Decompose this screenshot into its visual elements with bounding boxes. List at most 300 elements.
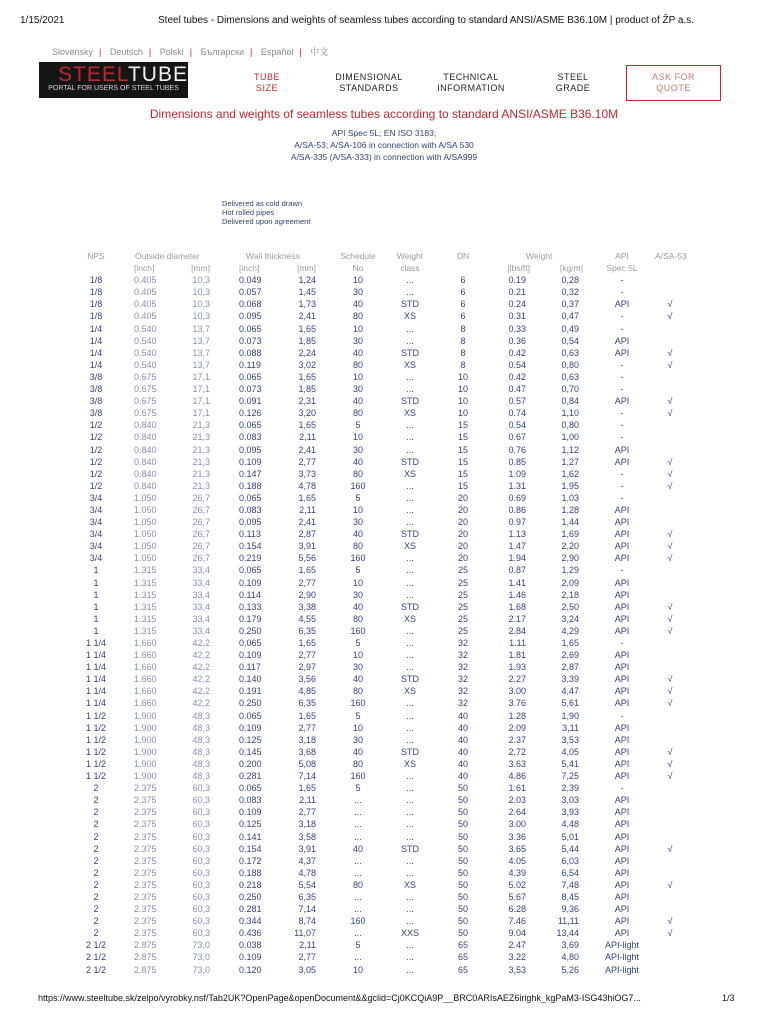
cell-api: API [614,625,630,636]
cell-nps: 2 [93,831,99,842]
cell-nps: 2 [93,879,99,890]
cell-asa53: √ [667,408,673,419]
cell-weight-lbs: 2.84 [508,625,526,636]
cell-schedule: 80 [352,311,363,322]
cell-dn: 20 [457,517,468,528]
cell-dn: 10 [457,371,468,382]
cell-weight-kg: 4,80 [561,952,579,963]
cell-nps: 3/8 [89,408,103,419]
cell-weight-lbs: 1.81 [508,650,526,661]
cell-nps: 1 [93,589,99,600]
lang-separator: | [250,47,253,57]
table-row [0,298,768,310]
table-row [0,516,768,528]
cell-weight-lbs: 0.85 [508,456,526,467]
lang-link-slovensky[interactable]: Slovensky [52,47,94,57]
cell-asa53: √ [667,879,673,890]
cell-dn: 25 [457,625,468,636]
header-weight: Weight [526,251,553,261]
cell-weight-lbs: 1.61 [508,783,526,794]
cell-weight-class: XS [403,468,416,479]
cell-wt-mm: 4,78 [298,867,316,878]
cell-weight-class: STD [401,396,419,407]
cell-api: API [614,504,630,515]
cell-od-inch: 2.875 [134,952,157,963]
cell-weight-lbs: 1.94 [508,553,526,564]
cell-dn: 25 [457,613,468,624]
cell-dn: 6 [460,275,466,286]
cell-dn: 20 [457,541,468,552]
cell-weight-kg: 1,65 [561,638,579,648]
cell-wt-mm: 2,77 [298,952,316,963]
cell-schedule: 40 [352,674,363,685]
cell-weight-class: XXS [400,928,419,939]
cell-weight-class: XS [403,311,416,322]
cell-od-mm: 21,3 [192,456,210,467]
cell-api: API [614,831,630,842]
cell-schedule: 10 [352,650,363,661]
cell-weight-class: ... [406,287,414,298]
cell-wt-mm: 2,31 [298,396,316,407]
cell-wt-mm: 4,78 [298,480,316,491]
cell-dn: 25 [457,565,468,576]
cell-schedule: 30 [352,662,363,673]
cell-weight-class: ... [406,831,414,842]
cell-weight-class: ... [406,807,414,818]
cell-wt-inch: 0.113 [239,529,261,540]
cell-asa53: √ [667,480,673,491]
cell-wt-inch: 0.120 [239,964,262,975]
cell-weight-kg: 0,84 [561,396,579,407]
cell-weight-lbs: 4.05 [508,855,526,866]
cell-od-inch: 0.840 [134,444,157,455]
lang-link-polski[interactable]: Polski [159,47,184,57]
lang-separator: | [189,47,193,57]
cell-weight-class: ... [406,722,414,733]
cell-weight-kg: 0,80 [561,420,579,431]
cell-api: - [620,783,624,794]
cell-nps: 3/4 [89,517,103,528]
header-asa53: A/SA-53 [655,251,687,261]
cell-api: - [620,323,624,334]
cell-weight-kg: 2,69 [561,650,579,661]
cell-weight-class: ... [406,795,414,806]
cell-od-inch: 1.315 [134,589,157,600]
cell-asa53: √ [667,529,673,540]
cell-od-inch: 1.315 [134,577,157,588]
cell-wt-mm: 1,65 [298,638,316,648]
cell-weight-kg: 3,11 [562,722,579,733]
cell-api: API [614,589,630,600]
nav-dimensional-standards[interactable] [330,72,408,94]
cell-od-mm: 48,3 [192,722,210,733]
cell-od-mm: 21,3 [192,432,210,443]
cell-od-inch: 1.315 [134,625,157,636]
cell-nps: 1/4 [89,347,103,358]
cell-weight-class: ... [406,964,414,975]
cell-od-inch: 0.675 [134,396,157,407]
cell-weight-lbs: 0.74 [508,408,526,419]
cell-api: API [614,674,630,685]
cell-weight-kg: 1,28 [561,504,579,515]
cell-asa53: √ [667,674,673,685]
ask-line2: QUOTE [656,83,691,93]
cell-dn: 40 [457,746,468,757]
cell-weight-class: XS [403,408,416,419]
cell-od-mm: 48,3 [192,758,210,769]
print-page-number: 1/3 [722,993,735,1003]
nav-technical-line2: INFORMATION [437,83,505,93]
cell-weight-lbs: 7.46 [508,916,526,927]
cell-schedule: ... [354,819,362,830]
cell-weight-class: STD [401,843,419,854]
cell-od-inch: 1.900 [134,734,157,745]
table-body [0,274,768,975]
cell-wt-mm: 1,65 [298,420,316,431]
cell-wt-mm: 3,73 [298,468,316,479]
cell-weight-class: ... [406,867,414,878]
cell-api: API [614,517,630,528]
nav-technical-information[interactable] [432,72,510,94]
nav-dimensional-line1: DIMENSIONAL [335,72,403,82]
cell-nps: 1 1/4 [85,650,107,661]
cell-od-mm: 10,3 [192,299,210,310]
cell-nps: 2 [93,904,99,915]
cell-od-mm: 60,3 [192,855,210,866]
table-row [0,867,768,879]
cell-weight-lbs: 3.63 [508,758,526,769]
cell-api: API [614,758,630,769]
cell-weight-lbs: 1.11 [509,638,526,648]
cell-wt-inch: 0.218 [239,879,262,890]
cell-schedule: ... [354,795,362,806]
table-row [0,951,768,963]
cell-wt-inch: 0.126 [239,408,262,419]
nav-dimensional-line2: STANDARDS [339,83,399,93]
table-row [0,492,768,504]
cell-wt-mm: 3,91 [298,843,316,854]
cell-weight-class: ... [406,504,414,515]
cell-od-mm: 26,7 [192,517,210,528]
cell-nps: 1/2 [89,456,103,467]
cell-wt-inch: 0.095 [239,444,262,455]
cell-dn: 6 [460,287,466,298]
cell-nps: 3/8 [89,371,103,382]
cell-api: - [620,311,624,322]
cell-api: API [614,916,630,927]
cell-dn: 20 [457,492,468,503]
lang-link-bulgarian[interactable]: Български [200,47,244,57]
cell-wt-inch: 0.141 [239,831,262,842]
table-row [0,480,768,492]
cell-wt-mm: 4,37 [298,855,316,866]
cell-api: API [614,734,630,745]
cell-nps: 1 [93,613,99,624]
cell-api: API [614,928,630,939]
cell-od-inch: 0.405 [134,311,157,322]
lang-link-deutsch[interactable]: Deutsch [109,47,143,57]
nav-tube-size-line1: TUBE [253,72,280,82]
cell-nps: 2 [93,916,99,927]
table-row [0,407,768,419]
cell-weight-class: ... [406,650,414,661]
cell-od-inch: 0.675 [134,371,157,382]
header-api: API [615,251,629,261]
cell-schedule: ... [354,891,362,902]
cell-api: API [614,819,630,830]
cell-weight-lbs: 0.21 [508,287,526,298]
cell-nps: 2 [93,855,99,866]
cell-od-inch: 2.375 [134,843,157,854]
cell-dn: 32 [457,638,468,648]
table-row [0,625,768,637]
cell-weight-kg: 1,27 [561,456,579,467]
cell-weight-lbs: 3.65 [508,843,526,854]
legend-hot-rolled: Hot rolled pipes [222,208,275,217]
cell-weight-kg: 0,70 [561,384,579,395]
cell-wt-inch: 0.095 [239,517,262,528]
cell-wt-inch: 0.179 [239,613,262,624]
cell-od-inch: 1.660 [134,686,157,697]
cell-api: - [620,565,624,576]
cell-schedule: 80 [352,879,363,890]
cell-nps: 1/2 [89,432,103,443]
table-row [0,359,768,371]
table-row [0,613,768,625]
cell-api: API [614,879,630,890]
table-row [0,746,768,758]
table-row [0,552,768,564]
cell-od-inch: 0.540 [134,359,157,370]
steeltube-logo[interactable] [39,62,188,98]
cell-schedule: 40 [352,843,363,854]
cell-od-mm: 17,1 [192,384,210,395]
cell-asa53: √ [667,613,673,624]
cell-od-mm: 60,3 [192,807,210,818]
cell-schedule: 10 [352,964,363,975]
cell-weight-lbs: 2.64 [508,807,526,818]
nav-steel-grade-line2: GRADE [555,83,591,93]
cell-asa53: √ [667,698,673,709]
header-schedule: Schedule [340,251,376,261]
cell-wt-inch: 0.038 [239,940,262,951]
cell-schedule: 80 [352,408,363,419]
cell-wt-mm: 3,18 [298,819,316,830]
cell-od-mm: 33,4 [192,589,210,600]
cell-wt-inch: 0.154 [239,843,262,854]
table-row [0,855,768,867]
cell-wt-inch: 0.091 [239,396,262,407]
cell-weight-kg: 4,05 [561,746,579,757]
table-row [0,818,768,830]
print-date: 1/15/2021 [20,15,65,26]
cell-api: - [620,638,624,648]
cell-weight-kg: 5,61 [561,698,579,709]
cell-dn: 15 [457,420,468,431]
lang-link-chinese[interactable]: 中文 [310,47,329,57]
cell-weight-lbs: 1.09 [508,468,526,479]
cell-api: API [614,795,630,806]
cell-dn: 10 [457,408,468,419]
cell-schedule: 160 [350,553,366,564]
cell-od-mm: 60,3 [192,783,210,794]
cell-wt-mm: 5,56 [298,553,316,564]
cell-od-inch: 0.405 [134,299,157,310]
logo-tagline: PORTAL FOR USERS OF STEEL TUBES [48,85,179,92]
cell-wt-inch: 0.083 [239,504,262,515]
cell-nps: 1 1/4 [85,686,107,697]
table-row [0,637,768,649]
cell-schedule: 80 [352,686,363,697]
cell-wt-mm: 5,54 [298,879,316,890]
cell-od-mm: 13,7 [192,347,210,358]
cell-od-inch: 2.375 [134,916,157,927]
cell-od-inch: 1.660 [134,650,157,661]
cell-asa53: √ [667,758,673,769]
cell-weight-kg: 4,29 [561,625,579,636]
table-row [0,891,768,903]
cell-schedule: 40 [352,601,363,612]
cell-asa53: √ [667,843,673,854]
cell-wt-inch: 0.145 [239,746,262,757]
cell-wt-inch: 0.073 [239,335,262,346]
cell-schedule: 160 [350,916,366,927]
cell-dn: 32 [457,674,468,685]
cell-od-mm: 42,2 [192,662,210,673]
cell-wt-inch: 0.109 [239,952,262,963]
cell-wt-inch: 0.250 [239,698,262,709]
cell-wt-mm: 6,35 [298,698,316,709]
nav-steel-grade[interactable] [548,72,598,94]
cell-schedule: 5 [355,940,361,951]
cell-asa53: √ [667,746,673,757]
cell-od-inch: 2.375 [134,819,157,830]
cell-od-mm: 42,2 [192,638,210,648]
header-api-spec: Spec 5L [606,263,638,274]
cell-asa53: √ [667,347,673,358]
header-wt-inch: [inch] [239,263,260,274]
cell-weight-lbs: 1.28 [508,710,526,721]
cell-od-mm: 60,3 [192,867,210,878]
cell-od-inch: 1.050 [134,529,157,540]
cell-asa53: √ [667,553,673,564]
cell-od-mm: 48,3 [192,734,210,745]
cell-od-inch: 0.540 [134,323,157,334]
cell-nps: 2 [93,783,99,794]
cell-api: API [614,650,630,661]
lang-link-espanol[interactable]: Español [260,47,294,57]
cell-dn: 20 [457,529,468,540]
cell-weight-kg: 2,09 [561,577,579,588]
cell-schedule: 10 [352,432,363,443]
cell-wt-inch: 0.083 [239,795,262,806]
cell-wt-inch: 0.065 [239,710,262,721]
cell-weight-class: ... [406,492,414,503]
cell-weight-class: STD [401,529,419,540]
cell-asa53: √ [667,601,673,612]
cell-weight-class: XS [403,613,416,624]
cell-od-mm: 60,3 [192,819,210,830]
cell-od-inch: 1.900 [134,746,157,757]
table-row [0,323,768,335]
cell-wt-mm: 2,11 [299,795,316,806]
table-row [0,964,768,976]
cell-weight-kg: 2,50 [561,601,579,612]
cell-wt-mm: 3,20 [298,408,316,419]
cell-wt-mm: 1,73 [298,299,316,310]
cell-weight-lbs: 0.36 [508,335,526,346]
cell-od-mm: 10,3 [192,275,210,286]
cell-nps: 3/4 [89,529,103,540]
header-wall-thickness: Wall thickness [246,251,301,261]
cell-weight-class: ... [406,771,414,782]
cell-schedule: 5 [355,783,361,794]
ask-for-quote-button[interactable] [626,65,721,101]
cell-nps: 3/8 [89,384,103,395]
cell-weight-kg: 2,39 [561,783,579,794]
cell-nps: 1/8 [89,287,103,298]
cell-dn: 40 [457,758,468,769]
table-row [0,939,768,951]
cell-weight-lbs: 1.46 [508,589,526,600]
cell-dn: 6 [460,299,466,310]
cell-weight-kg: 3,93 [561,807,579,818]
table-row [0,468,768,480]
cell-asa53: √ [667,456,673,467]
nav-tube-size[interactable] [247,72,287,94]
cell-od-inch: 1.660 [134,662,157,673]
cell-od-inch: 1.900 [134,722,157,733]
cell-api: API [614,299,630,310]
legend-upon-agreement: Delivered upon agreement [222,217,311,226]
standards-line-3: A/SA-335 (A/SA-333) in connection with A/SA999 [290,152,478,162]
cell-od-mm: 17,1 [192,371,210,382]
cell-api: API [614,335,630,346]
cell-nps: 1 1/4 [85,662,107,673]
print-header [0,15,768,29]
cell-schedule: 30 [352,589,363,600]
cell-asa53: √ [667,928,673,939]
cell-wt-inch: 0.065 [239,420,262,431]
cell-wt-mm: 3,02 [298,359,316,370]
cell-dn: 6 [460,311,466,322]
cell-weight-kg: 9,36 [561,904,579,915]
cell-nps: 1 1/2 [85,722,107,733]
cell-weight-class: ... [406,335,414,346]
cell-od-inch: 1.315 [134,601,157,612]
cell-weight-lbs: 0.76 [508,444,526,455]
cell-weight-class: ... [406,734,414,745]
cell-weight-lbs: 0.69 [508,492,526,503]
cell-wt-inch: 0.147 [239,468,262,479]
cell-schedule: 10 [352,323,363,334]
cell-weight-lbs: 1.41 [508,577,526,588]
cell-od-mm: 26,7 [192,541,210,552]
cell-schedule: 10 [352,371,363,382]
table-row [0,915,768,927]
cell-nps: 2 [93,867,99,878]
cell-weight-class: ... [406,904,414,915]
cell-api: - [620,359,624,370]
table-header-row-1 [0,250,768,262]
cell-weight-class: XS [403,879,416,890]
cell-dn: 65 [457,964,468,975]
cell-od-mm: 60,3 [192,843,210,854]
cell-nps: 1 [93,565,99,576]
cell-wt-mm: 2,41 [298,311,316,322]
cell-weight-kg: 0,28 [561,275,579,286]
cell-weight-lbs: 2.09 [508,722,526,733]
